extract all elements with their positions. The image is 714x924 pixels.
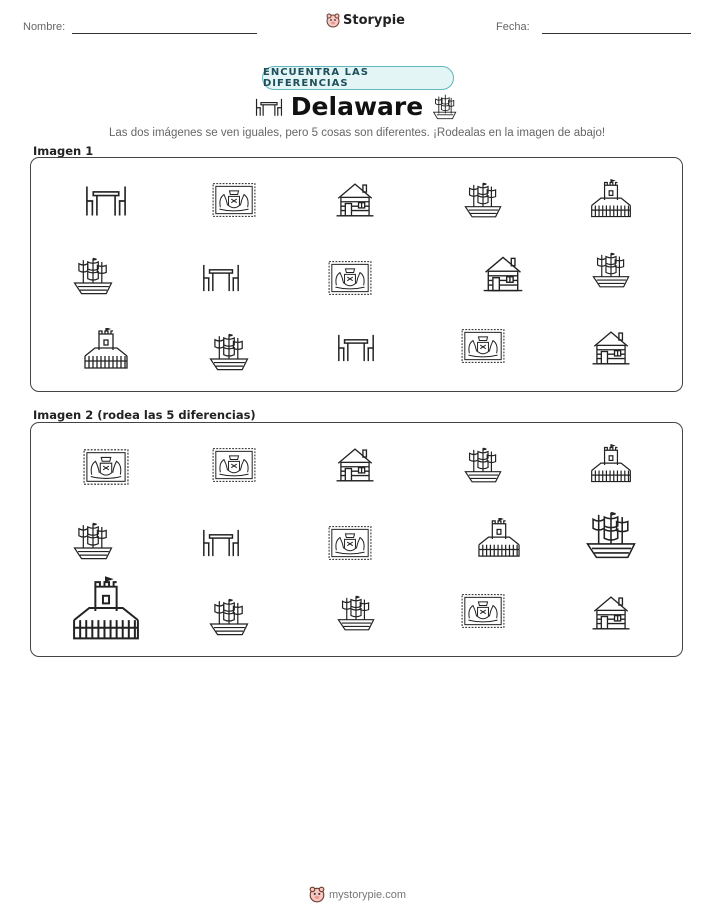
ship-icon[interactable] (335, 590, 377, 636)
fort-icon (80, 328, 132, 372)
ship-icon[interactable] (207, 594, 251, 640)
footer (309, 886, 406, 903)
image2-panel[interactable] (30, 422, 683, 657)
fort-icon (588, 179, 634, 221)
ship-icon[interactable] (583, 505, 639, 565)
coat-of-arms-icon[interactable] (326, 523, 374, 563)
coat-of-arms-icon (210, 180, 258, 220)
fort-icon[interactable] (588, 444, 634, 486)
brand-name: Storypie (343, 13, 405, 28)
ship-icon (462, 178, 504, 222)
date-line[interactable] (542, 33, 691, 34)
ship-icon[interactable] (462, 443, 504, 487)
coat-of-arms-icon (326, 258, 374, 298)
log-cabin-icon[interactable] (589, 592, 633, 634)
image1-panel (30, 157, 683, 392)
coat-of-arms-icon[interactable] (82, 446, 130, 488)
ship-icon (590, 247, 632, 293)
table-chairs-icon[interactable] (196, 525, 246, 561)
name-line[interactable] (72, 33, 257, 34)
log-cabin-icon (589, 327, 633, 369)
image2-label: Imagen 2 (rodea las 5 diferencias) (33, 408, 256, 422)
name-label: Nombre: (23, 21, 66, 33)
ship-icon (431, 92, 457, 122)
log-cabin-icon[interactable] (333, 444, 377, 486)
table-chairs-icon (196, 260, 246, 296)
log-cabin-icon (333, 179, 377, 221)
instructions-text: Las dos imágenes se ven iguales, pero 5 cosas son diferentes. ¡Rodealas en la imagen de abajo! (108, 127, 606, 139)
activity-badge: ENCUENTRA LAS DIFERENCIAS (262, 66, 454, 90)
fort-icon[interactable] (474, 518, 524, 560)
table-chairs-icon (82, 181, 130, 221)
ship-icon (207, 329, 251, 375)
log-cabin-icon (480, 253, 526, 295)
image1-label: Imagen 1 (33, 144, 94, 158)
fort-icon[interactable] (68, 576, 144, 646)
coat-of-arms-icon[interactable] (459, 591, 507, 631)
pig-mascot-icon (326, 13, 340, 28)
ship-icon (71, 253, 115, 299)
brand-logo (326, 13, 405, 28)
date-label: Fecha: (496, 21, 530, 33)
coat-of-arms-icon[interactable] (210, 445, 258, 485)
footer-url[interactable]: mystorypie.com (329, 888, 407, 901)
ship-icon[interactable] (71, 518, 115, 564)
page-title: Delaware (290, 92, 424, 121)
pig-mascot-icon (309, 886, 325, 903)
table-chairs-icon (332, 330, 380, 366)
coat-of-arms-icon (459, 326, 507, 366)
